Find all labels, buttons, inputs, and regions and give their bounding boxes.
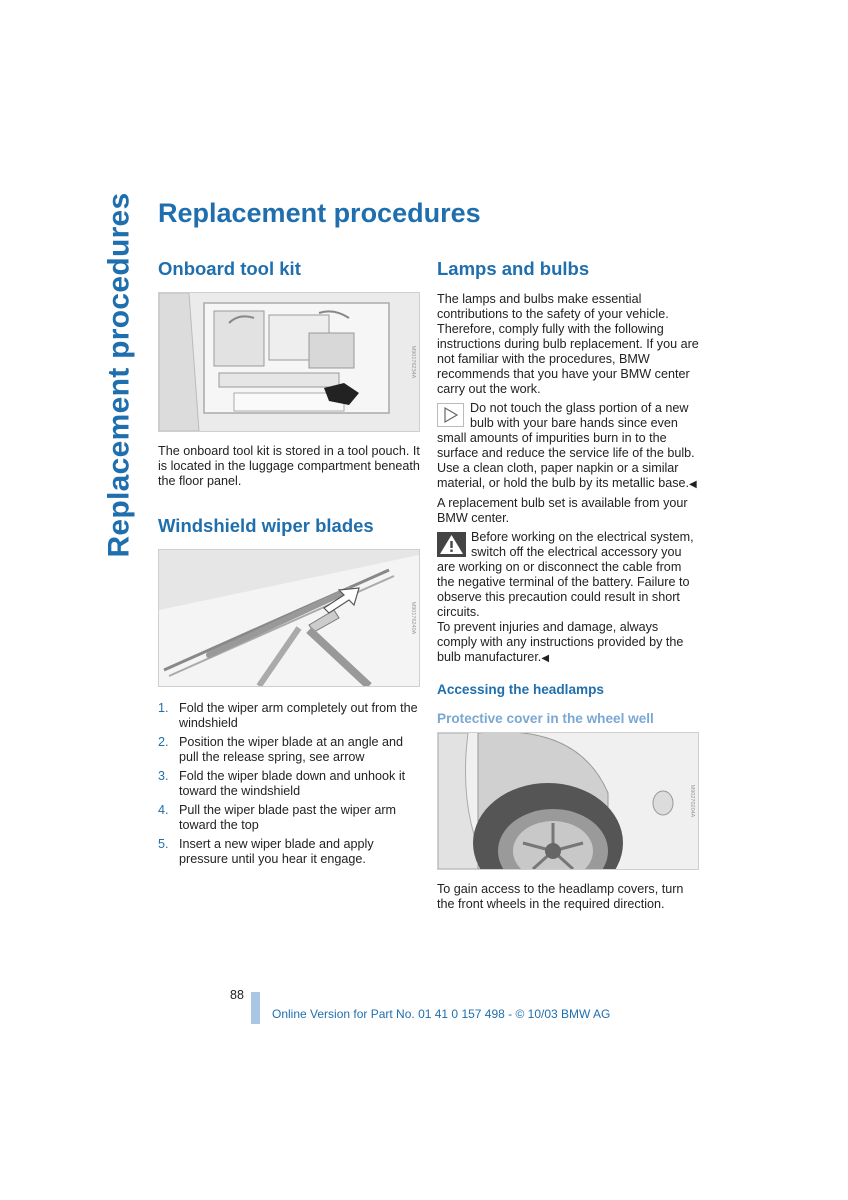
list-item [158,803,420,833]
wiper-image-code: M90176240A [410,601,416,635]
wiper-illustration [159,550,419,686]
headlamps-text: To gain access to the headlamp covers, turn the front wheels in the required direction. [437,882,684,911]
wiper-image [158,549,420,687]
tool-kit-text: The onboard tool kit is stored in a tool pouch. It is located in the luggage compartment beneath the floor panel. [158,444,420,488]
headlamps-heading: Accessing the headlamps [437,682,604,697]
headlamps-subheading: Protective cover in the wheel well [437,711,654,726]
side-tab-label: Replacement procedures [103,192,136,558]
tool-kit-image-code: M90176234A [410,345,416,379]
list-item [158,837,420,867]
step-number: 4. [158,803,169,817]
step-text: Fold the wiper arm completely out from the windshield [179,701,418,730]
step-number: 5. [158,837,169,851]
wiper-steps [158,701,420,867]
warning-block [437,530,699,666]
list-item [158,769,420,799]
end-mark-icon: ◀ [541,653,550,664]
step-number: 2. [158,735,169,749]
tool-kit-illustration [159,293,419,431]
replacement-set-text: A replacement bulb set is available from your BMW center. [437,496,688,525]
wheel-well-image-code: M90270204A [689,784,695,818]
note-block [437,401,699,492]
footer-text: Online Version for Part No. 01 41 0 157 498 - © 10/03 BMW AG [272,1007,611,1021]
list-item [158,701,420,731]
step-text: Insert a new wiper blade and apply pressure until you hear it engage. [179,837,374,866]
wheel-well-illustration [438,733,698,869]
warning-text: Before working on the electrical system, switch off the electrical accessory you are working on or disconnect the cable from the negative terminal of the battery. Failure to observe this precaution could result in short circuits. [437,530,694,619]
warning-text-2: To prevent injuries and damage, always comply with any instructions provided by the bulb manufacturer. [437,620,684,664]
wiper-heading: Windshield wiper blades [158,515,374,536]
right-column [437,258,699,912]
step-text: Position the wiper blade at an angle and pull the release spring, see arrow [179,735,404,764]
left-column [158,258,420,871]
tool-kit-image [158,292,420,432]
wheel-well-image [437,732,699,870]
tool-kit-heading: Onboard tool kit [158,258,301,279]
warning-icon [437,532,466,557]
page-title: Replacement procedures [158,198,481,228]
list-item [158,735,420,765]
page-number: 88 [230,988,244,1002]
step-number: 3. [158,769,169,783]
end-mark-icon: ◀ [689,479,697,490]
note-arrow-icon [437,403,464,427]
note-text: Do not touch the glass portion of a new bulb with your bare hands since even small amounts of impurities burn in to the surface and reduce the service life of the bulb. Use a clean cloth, paper napkin or a similar material, or hold the bulb by its metallic base. [437,401,695,490]
step-number: 1. [158,701,169,715]
footer-bar [251,992,260,1024]
step-text: Fold the wiper blade down and unhook it toward the windshield [179,769,406,798]
lamps-heading: Lamps and bulbs [437,258,590,279]
lamps-intro: The lamps and bulbs make essential contributions to the safety of your vehicle. Therefore, comply fully with the following instructions during bulb replacement. If you are not familiar with the procedures, BMW recommends that you have your BMW center carry out the work. [437,292,699,396]
side-tab [100,192,140,558]
step-text: Pull the wiper blade past the wiper arm toward the top [179,803,397,832]
